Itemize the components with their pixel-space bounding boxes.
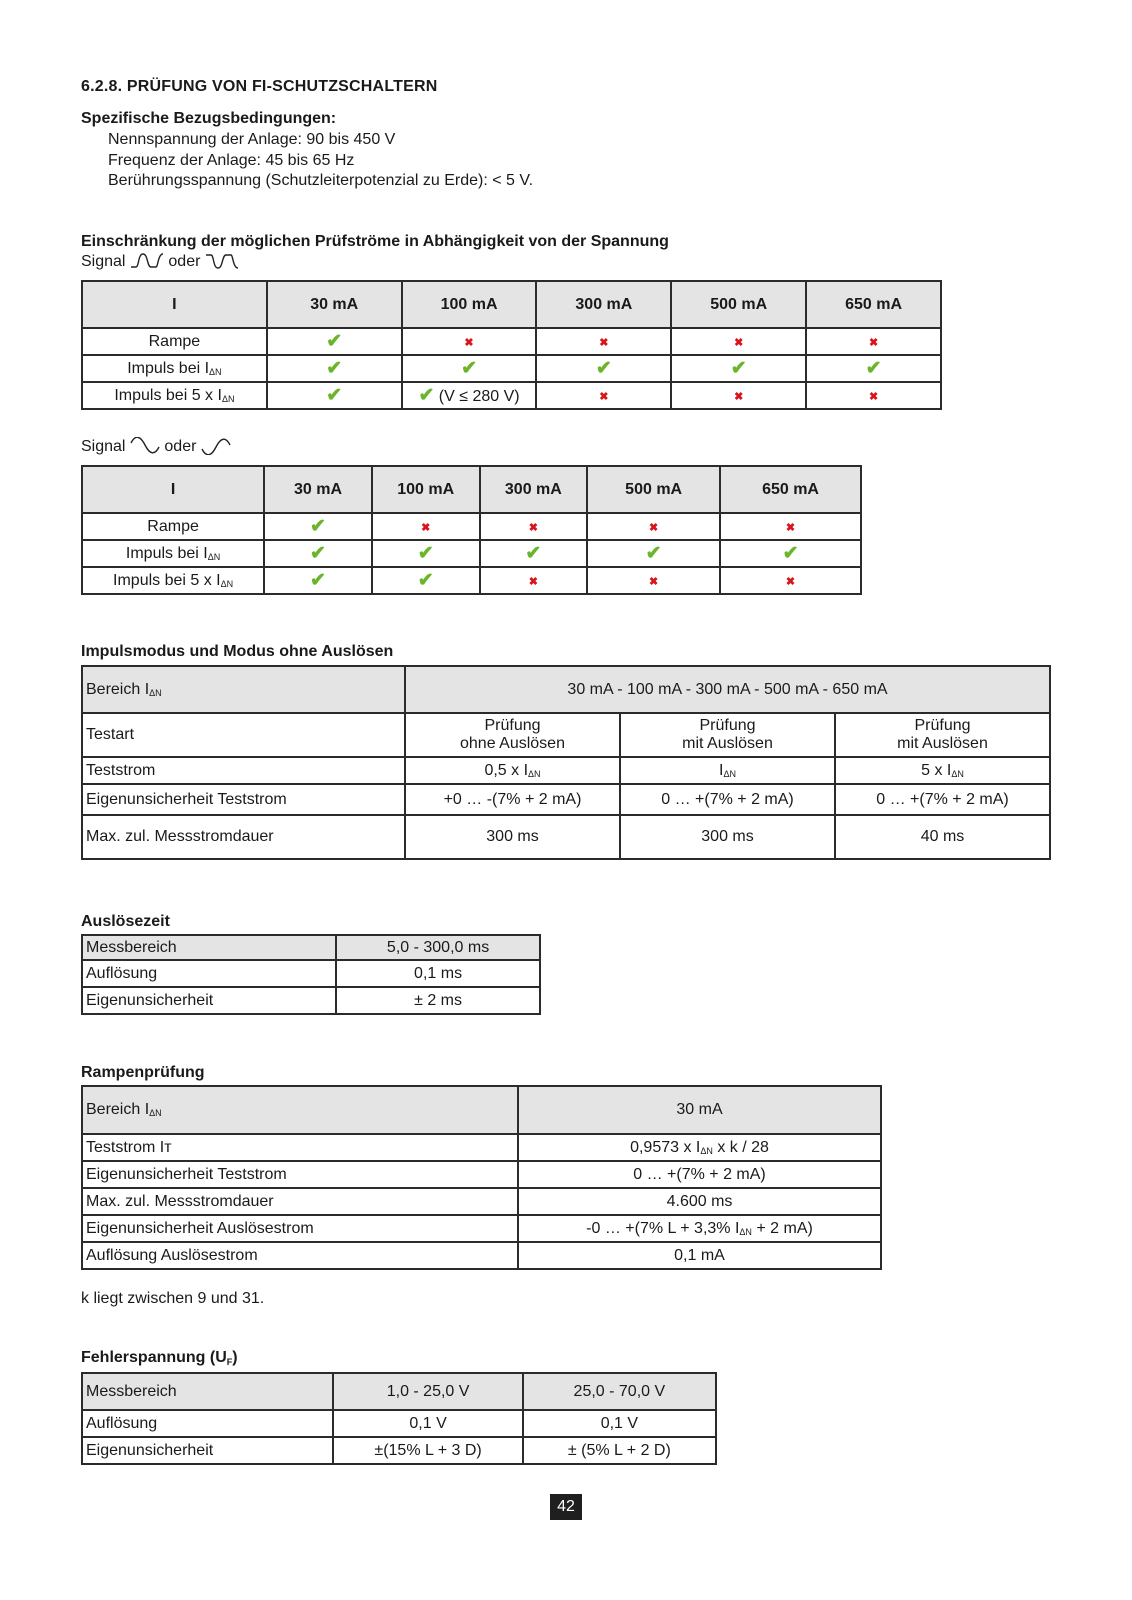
fehler-value: ±(15% L + 3 D) [333, 1437, 522, 1464]
allowed-cell [402, 382, 537, 409]
rampe-label: Auflösung Auslösestrom [82, 1242, 518, 1269]
check-icon: ✔ [525, 542, 542, 564]
check-icon: ✔ [310, 515, 326, 537]
allowed-cell [536, 355, 671, 382]
check-icon: ✔ [782, 542, 799, 564]
fehler-value: 0,1 V [523, 1410, 716, 1437]
teststrom-cell: 0,5 x IΔN [405, 757, 620, 784]
rampe-label: Teststrom Iᴛ [82, 1134, 518, 1161]
not-allowed-cell [480, 513, 588, 540]
not-allowed-cell [806, 382, 941, 409]
not-allowed-cell [671, 382, 806, 409]
col-header-650ma: 650 mA [806, 281, 941, 328]
cross-icon: ✖ [599, 336, 609, 349]
teststrom-cell: 5 x IΔN [835, 757, 1050, 784]
teststrom-cell: IΔN [620, 757, 835, 784]
allowed-cell [267, 382, 402, 409]
fehler-value: 1,0 - 25,0 V [333, 1373, 522, 1410]
cross-icon: ✖ [868, 390, 879, 403]
row-label: Impuls bei IΔN [82, 540, 264, 567]
not-allowed-cell [587, 513, 720, 540]
col-header-500ma: 500 mA [671, 281, 806, 328]
restriction-title: Einschränkung der möglichen Prüfströme in Abhängigkeit von der Spannung [81, 233, 669, 250]
col-header-100ma: 100 mA [372, 466, 480, 513]
allowed-cell [264, 540, 372, 567]
dur-cell: 300 ms [405, 815, 620, 859]
not-allowed-cell [480, 567, 588, 594]
cross-icon: ✖ [734, 336, 744, 349]
fehler-label: Messbereich [82, 1373, 333, 1410]
allowed-cell [671, 355, 806, 382]
allowed-cell [267, 328, 402, 355]
signal-line-1: Signal oder [81, 252, 239, 271]
cross-icon: ✖ [528, 575, 538, 588]
halfwave-negative-icon [205, 252, 239, 270]
check-icon: ✔ [865, 357, 882, 379]
col-header-300ma: 300 mA [536, 281, 671, 328]
restriction-table-halfwave [81, 280, 942, 410]
testart-cell: Prüfung ohne Auslösen [405, 713, 620, 757]
row-label: Impuls bei 5 x IΔN [82, 382, 267, 409]
cross-icon: ✖ [785, 521, 796, 534]
unc-cell: 0 … +(7% + 2 mA) [835, 784, 1050, 815]
check-icon: ✔ [326, 330, 343, 352]
cross-icon: ✖ [649, 521, 659, 534]
unc-label: Eigenunsicherheit Teststrom [82, 784, 405, 815]
halfwave-positive-icon [130, 252, 164, 270]
range-value: 30 mA - 100 mA - 300 mA - 500 mA - 650 mA [405, 666, 1050, 713]
col-header-30ma: 30 mA [267, 281, 402, 328]
ausloese-label: Auflösung [82, 960, 336, 987]
rampe-value: 0 … +(7% + 2 mA) [518, 1161, 881, 1188]
restriction-table-fullwave [81, 465, 862, 595]
cross-icon: ✖ [785, 575, 796, 588]
col-header-500ma: 500 mA [587, 466, 720, 513]
fehler-title: Fehlerspannung (UF) [81, 1349, 238, 1367]
ref-title: Spezifische Bezugsbedingungen: [81, 110, 337, 127]
ausloese-table [81, 934, 541, 1015]
ausloese-label: Messbereich [82, 935, 336, 960]
not-allowed-cell [671, 328, 806, 355]
rampe-note: k liegt zwischen 9 und 31. [81, 1290, 265, 1307]
testart-cell: Prüfung mit Auslösen [620, 713, 835, 757]
rampe-value: 0,1 mA [518, 1242, 881, 1269]
check-icon: ✔ [645, 542, 662, 564]
check-icon: ✔ [417, 569, 434, 591]
allowed-cell [587, 540, 720, 567]
rampe-label: Eigenunsicherheit Auslösestrom [82, 1215, 518, 1242]
range-label: Bereich IΔN [82, 666, 405, 713]
page-number: 42 [550, 1494, 582, 1520]
table-row [82, 328, 941, 355]
allowed-cell [402, 355, 537, 382]
rampe-label: Eigenunsicherheit Teststrom [82, 1161, 518, 1188]
row-label: Rampe [82, 513, 264, 540]
not-allowed-cell [720, 513, 861, 540]
check-icon: ✔ [326, 357, 343, 379]
row-label: Rampe [82, 328, 267, 355]
ausloese-title: Auslösezeit [81, 913, 170, 930]
allowed-cell [264, 567, 372, 594]
check-icon: ✔ [595, 357, 612, 379]
allowed-cell [806, 355, 941, 382]
check-icon: ✔ [310, 542, 326, 564]
cross-icon: ✖ [421, 521, 431, 534]
col-header-100ma: 100 mA [402, 281, 537, 328]
check-icon: ✔ [730, 357, 747, 379]
cross-icon: ✖ [649, 575, 659, 588]
ref-line-2: Frequenz der Anlage: 45 bis 65 Hz [108, 152, 355, 169]
col-header-30ma: 30 mA [264, 466, 372, 513]
testart-label: Testart [82, 713, 405, 757]
ausloese-value: 0,1 ms [336, 960, 540, 987]
rampe-table [81, 1085, 882, 1270]
ausloese-value: 5,0 - 300,0 ms [336, 935, 540, 960]
rampe-range-label: Bereich IΔN [82, 1086, 518, 1134]
cross-icon: ✖ [868, 336, 879, 349]
allowed-cell [264, 513, 372, 540]
not-allowed-cell [536, 382, 671, 409]
allowed-cell [372, 567, 480, 594]
allowed-cell [267, 355, 402, 382]
check-icon: ✔ [326, 384, 343, 406]
rampe-title: Rampenprüfung [81, 1064, 205, 1081]
fehler-value: 25,0 - 70,0 V [523, 1373, 716, 1410]
unc-cell: +0 … -(7% + 2 mA) [405, 784, 620, 815]
fehler-label: Auflösung [82, 1410, 333, 1437]
signal-line-2: Signal oder [81, 437, 231, 456]
fehler-table [81, 1372, 717, 1465]
rampe-value: 4.600 ms [518, 1188, 881, 1215]
col-header-300ma: 300 mA [480, 466, 588, 513]
allowed-cell [480, 540, 588, 567]
not-allowed-cell [720, 567, 861, 594]
teststrom-label: Teststrom [82, 757, 405, 784]
impuls-title: Impulsmodus und Modus ohne Auslösen [81, 643, 394, 660]
cell-note: (V ≤ 280 V) [434, 387, 520, 405]
check-icon: ✔ [461, 357, 477, 379]
check-icon: ✔ [310, 569, 326, 591]
impuls-table [81, 665, 1051, 860]
testart-cell: Prüfung mit Auslösen [835, 713, 1050, 757]
fullwave-sine-icon [130, 437, 160, 455]
dur-label: Max. zul. Messstromdauer [82, 815, 405, 859]
not-allowed-cell [806, 328, 941, 355]
rampe-value: 0,9573 x IΔN x k / 28 [518, 1134, 881, 1161]
table-row [82, 540, 861, 567]
not-allowed-cell [536, 328, 671, 355]
cross-icon: ✖ [464, 336, 474, 349]
check-icon: ✔ [417, 542, 434, 564]
fehler-value: ± (5% L + 2 D) [523, 1437, 716, 1464]
not-allowed-cell [402, 328, 537, 355]
fullwave-sine-inverted-icon [201, 437, 231, 455]
ref-line-3: Berührungsspannung (Schutzleiterpotenzial zu Erde): < 5 V. [108, 172, 534, 189]
cross-icon: ✖ [599, 390, 609, 403]
fehler-label: Eigenunsicherheit [82, 1437, 333, 1464]
row-label: Impuls bei 5 x IΔN [82, 567, 264, 594]
table-row [82, 567, 861, 594]
table-row [82, 355, 941, 382]
ausloese-value: ± 2 ms [336, 987, 540, 1014]
table-row [82, 513, 861, 540]
allowed-cell [720, 540, 861, 567]
rampe-range-value: 30 mA [518, 1086, 881, 1134]
col-header-650ma: 650 mA [720, 466, 861, 513]
col-header-i: I [82, 466, 264, 513]
ref-line-1: Nennspannung der Anlage: 90 bis 450 V [108, 131, 396, 148]
ausloese-label: Eigenunsicherheit [82, 987, 336, 1014]
allowed-cell [372, 540, 480, 567]
dur-cell: 300 ms [620, 815, 835, 859]
section-title: 6.2.8. PRÜFUNG VON FI-SCHUTZSCHALTERN [81, 78, 438, 95]
col-header-i: I [82, 281, 267, 328]
row-label: Impuls bei IΔN [82, 355, 267, 382]
rampe-value: -0 … +(7% L + 3,3% IΔN + 2 mA) [518, 1215, 881, 1242]
not-allowed-cell [372, 513, 480, 540]
check-icon: ✔ [418, 384, 435, 406]
fehler-value: 0,1 V [333, 1410, 522, 1437]
cross-icon: ✖ [734, 390, 744, 403]
not-allowed-cell [587, 567, 720, 594]
table-row [82, 382, 941, 409]
dur-cell: 40 ms [835, 815, 1050, 859]
rampe-label: Max. zul. Messstromdauer [82, 1188, 518, 1215]
cross-icon: ✖ [528, 521, 538, 534]
unc-cell: 0 … +(7% + 2 mA) [620, 784, 835, 815]
